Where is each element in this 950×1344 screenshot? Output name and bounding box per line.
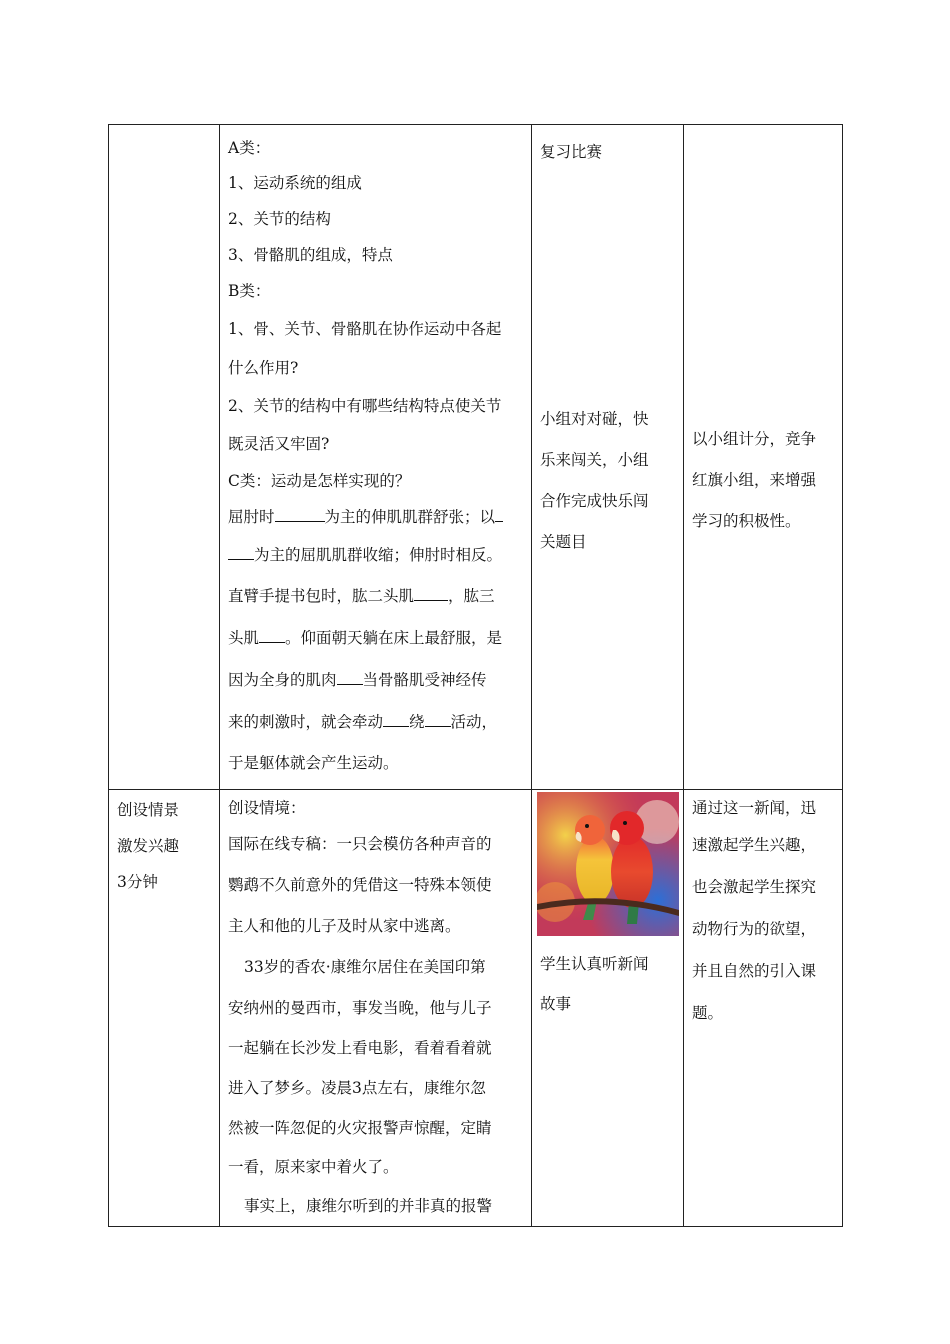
fill-blank-line: 来的刺激时，就会牵动 绕 活动， bbox=[228, 713, 498, 731]
text-line: 于是躯体就会产生运动。 bbox=[228, 754, 399, 772]
text-line: 国际在线专稿：一只会模仿各种声音的 bbox=[228, 835, 492, 853]
text-line: 创设情景 bbox=[117, 801, 180, 819]
text-line: 什么作用? bbox=[228, 359, 299, 377]
activity-cell bbox=[532, 125, 684, 790]
text-line: 进入了梦乡。凌晨3点左右，康维尔忽 bbox=[228, 1079, 486, 1097]
stage-cell bbox=[109, 790, 220, 1227]
text-line: 2、关节的结构中有哪些结构特点使关节 bbox=[228, 397, 502, 415]
text-line: 既灵活又牢固? bbox=[228, 435, 330, 453]
table-row bbox=[109, 125, 843, 790]
text-line: 1、运动系统的组成 bbox=[228, 174, 362, 192]
text-line: 然被一阵忽促的火灾报警声惊醒，定睛 bbox=[228, 1119, 492, 1137]
text-line: C类：运动是怎样实现的？ bbox=[228, 472, 411, 490]
text-line: 速激起学生兴趣， bbox=[692, 836, 817, 854]
text-line: 创设情境： bbox=[228, 799, 306, 817]
intent-cell bbox=[684, 790, 843, 1227]
text-line: 3分钟 bbox=[117, 873, 158, 891]
text-line: 以小组计分，竞争 bbox=[692, 430, 817, 448]
intent-cell bbox=[684, 125, 843, 790]
text-line: 主人和他的儿子及时从家中逃离。 bbox=[228, 917, 461, 935]
text-line: 故事 bbox=[540, 995, 572, 1013]
blank-line bbox=[228, 545, 254, 560]
text-line: B类： bbox=[228, 282, 271, 300]
content-cell bbox=[220, 125, 532, 790]
blank-line bbox=[337, 670, 363, 685]
text-line: 通过这一新闻，迅 bbox=[692, 799, 817, 817]
text-line: 事实上，康维尔听到的并非真的报警 bbox=[244, 1197, 493, 1215]
text-line: 安纳州的曼西市，事发当晚，他与儿子 bbox=[228, 999, 492, 1017]
text-line: 一看，原来家中着火了。 bbox=[228, 1158, 399, 1176]
text-line: A类： bbox=[228, 139, 271, 157]
text-line: 红旗小组，来增强 bbox=[692, 471, 817, 489]
text-line: 2、关节的结构 bbox=[228, 210, 331, 228]
text-line: 33岁的香农·康维尔居住在美国印第 bbox=[244, 958, 486, 976]
parrot-photo-icon bbox=[537, 792, 679, 936]
text-line: 3、骨骼肌的组成，特点 bbox=[228, 246, 393, 264]
blank-line bbox=[414, 586, 448, 601]
blank-line bbox=[495, 507, 503, 522]
text-line: 1、骨、关节、骨骼肌在协作运动中各起 bbox=[228, 320, 502, 338]
fill-blank-line: 为主的屈肌肌群收缩；伸肘时相反。 bbox=[228, 535, 523, 575]
fill-blank-line: 头肌 。仰面朝天躺在床上最舒服，是 bbox=[228, 629, 503, 647]
text-line: 并且自然的引入课 bbox=[692, 962, 817, 980]
fill-blank-line: 屈肘时 为主的伸肌肌群舒张；以 bbox=[228, 499, 523, 535]
text-line: 关题目 bbox=[540, 533, 587, 551]
text-line: 学生认真听新闻 bbox=[540, 955, 649, 973]
blank-line bbox=[383, 712, 409, 727]
text-line: 题。 bbox=[692, 1004, 724, 1022]
text-line: 小组对对碰，快 bbox=[540, 410, 649, 428]
blank-line bbox=[259, 628, 285, 643]
fill-blank-line: 直臂手提书包时，肱二头肌 ，肱三 bbox=[228, 587, 495, 605]
text-line: 鹦鹉不久前意外的凭借这一特殊本领使 bbox=[228, 876, 492, 894]
activity-cell bbox=[532, 790, 684, 1227]
table-row bbox=[109, 790, 843, 1227]
lesson-plan-table bbox=[108, 124, 843, 1227]
text-line: 合作完成快乐闯 bbox=[540, 492, 649, 510]
fill-blank-line: 因为全身的肌肉 当骨骼肌受神经传 bbox=[228, 671, 487, 689]
text-line: 一起躺在长沙发上看电影，看着看着就 bbox=[228, 1039, 492, 1057]
activity-title: 复习比赛 bbox=[540, 143, 603, 161]
text-line: 动物行为的欲望， bbox=[692, 920, 817, 938]
text-line: 乐来闯关，小组 bbox=[540, 451, 649, 469]
text-line: 激发兴趣 bbox=[117, 837, 180, 855]
text-line: 也会激起学生探究 bbox=[692, 878, 817, 896]
blank-line bbox=[425, 712, 451, 727]
text-line: 学习的积极性。 bbox=[692, 512, 801, 530]
blank-line bbox=[275, 507, 325, 522]
content-cell bbox=[220, 790, 532, 1227]
stage-cell bbox=[109, 125, 220, 790]
